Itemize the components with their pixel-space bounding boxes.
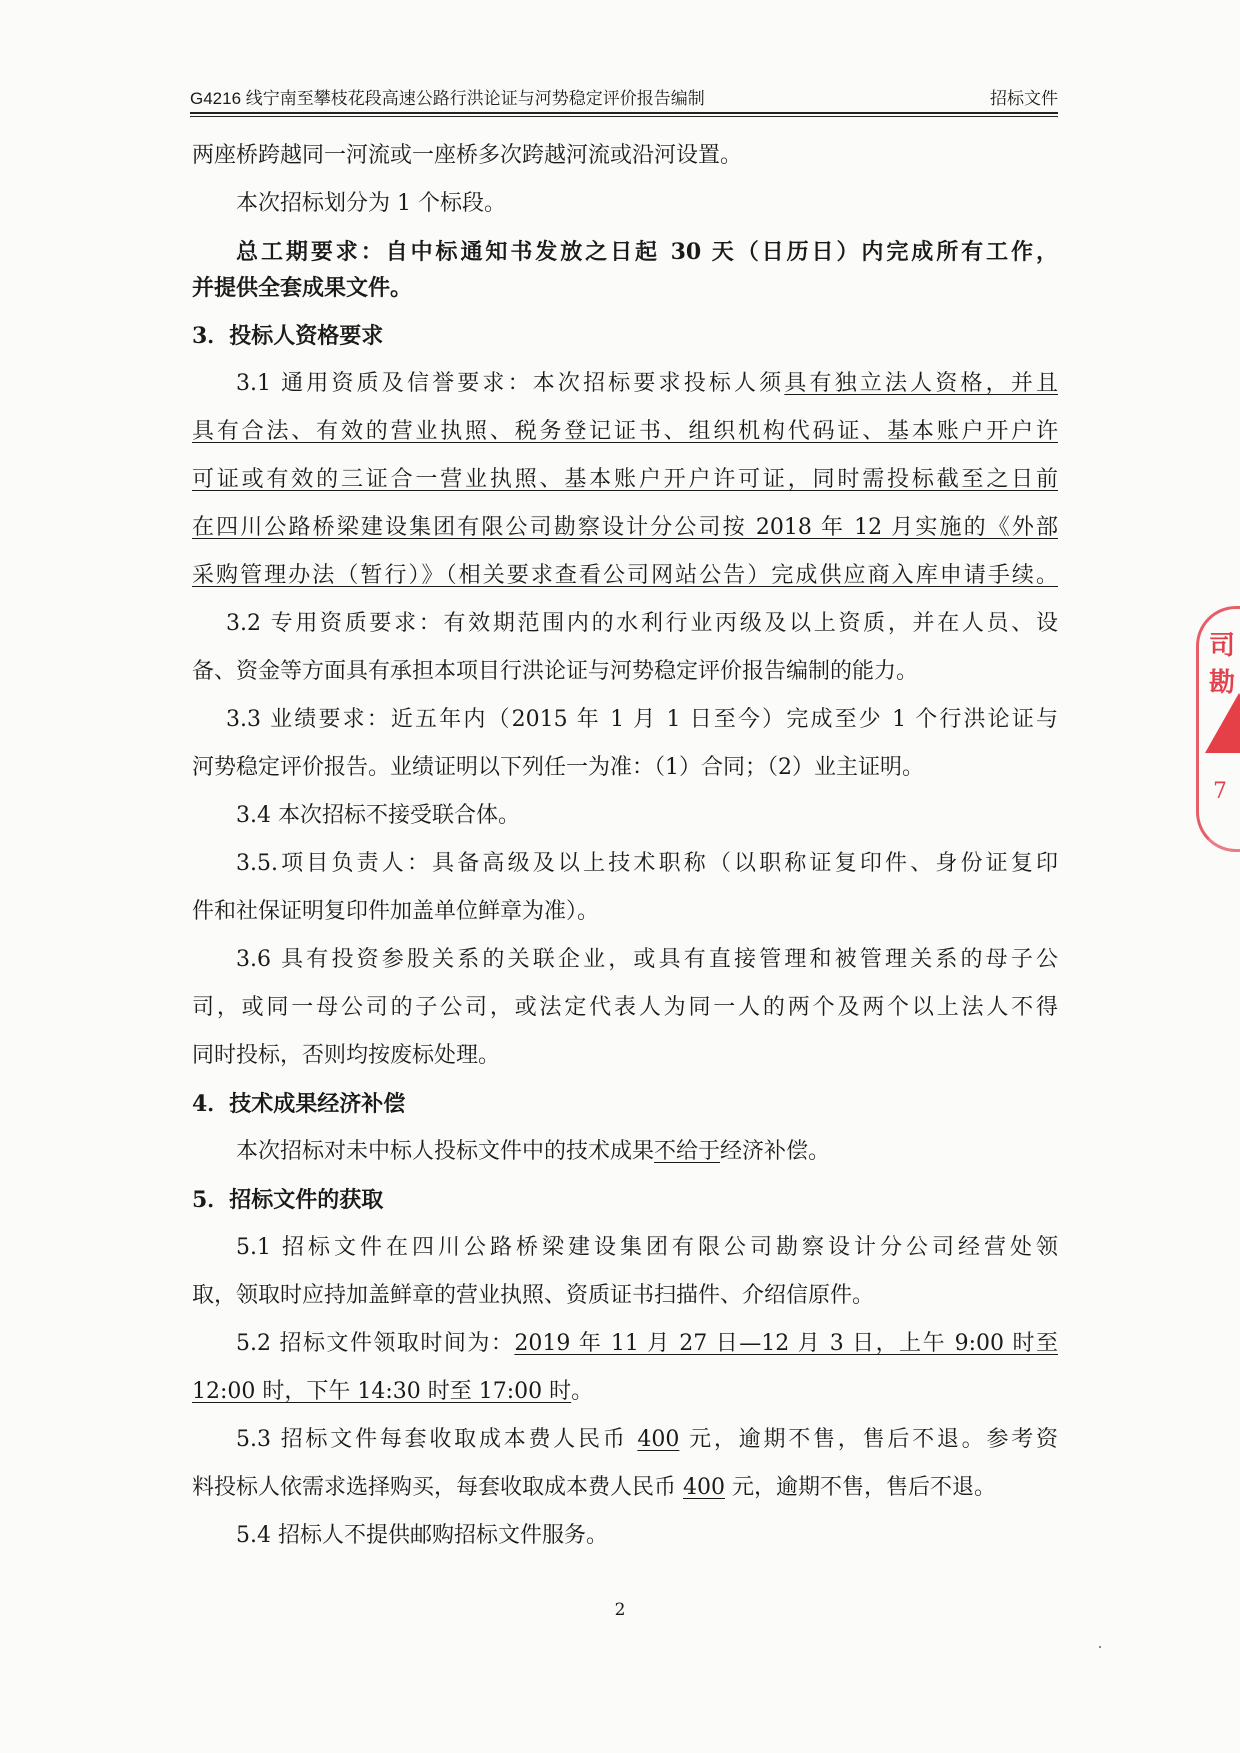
seal-text: 司勘 bbox=[1209, 631, 1234, 698]
clause-5-3-text-2: 料投标人依需求选择购买，每套收取成本费人民币 bbox=[192, 1475, 683, 1500]
paragraph-compensation bbox=[192, 1136, 1058, 1168]
clause-3-1-line4: 在四川公路桥梁建设集团有限公司勘察设计分公司按 2018 年 12 月实施的《外部 bbox=[192, 515, 1058, 540]
header-title: G4216 线宁南至攀枝花段高速公路行洪论证与河势稳定评价报告编制 bbox=[190, 89, 705, 108]
clause-5-2-tail: 。 bbox=[571, 1379, 594, 1404]
clause-3-4: 3.4 本次招标不接受联合体。 bbox=[236, 803, 520, 828]
scan-speck bbox=[1099, 1646, 1101, 1648]
section-heading-3: 3．投标人资格要求 bbox=[192, 323, 384, 349]
clause-3-1-line2: 具有合法、有效的营业执照、税务登记证书、组织机构代码证、基本账户开户许 bbox=[192, 419, 1058, 444]
clause-3-3-line2: 河势稳定评价报告。业绩证明以下列任一为准：（1）合同；（2）业主证明。 bbox=[192, 755, 924, 780]
clause-5-2-line1 bbox=[192, 1328, 1058, 1360]
clause-3-1-underlined: 具有独立法人资格，并且 bbox=[784, 371, 1058, 396]
clause-5-3-line1 bbox=[192, 1424, 1058, 1456]
paragraph-period-line2: 并提供全套成果文件。 bbox=[192, 275, 413, 301]
clause-5-4: 5.4 招标人不提供邮购招标文件服务。 bbox=[236, 1523, 608, 1548]
section-heading-5: 5．招标文件的获取 bbox=[192, 1187, 384, 1213]
clause-5-3-tail: 元，逾期不售，售后不退。参考资 bbox=[679, 1427, 1058, 1452]
seal-star-icon bbox=[1205, 693, 1240, 753]
clause-3-2-line2: 备、资金等方面具有承担本项目行洪论证与河势稳定评价报告编制的能力。 bbox=[192, 659, 919, 684]
fee-amount: 400 bbox=[637, 1427, 680, 1452]
compensation-tail: 经济补偿。 bbox=[720, 1139, 831, 1164]
clause-3-5-line2: 件和社保证明复印件加盖单位鲜章为准）。 bbox=[192, 899, 600, 924]
paragraph-sections: 本次招标划分为 1 个标段。 bbox=[236, 191, 506, 216]
header-rule bbox=[190, 112, 1058, 114]
header-rule-thin bbox=[190, 116, 1058, 117]
clause-3-1-line5: 采购管理办法（暂行）》（相关要求查看公司网站公告）完成供应商入库申请手续。 bbox=[192, 563, 1058, 588]
compensation-text: 本次招标对未中标人投标文件中的技术成果 bbox=[236, 1139, 655, 1164]
fee-amount-2: 400 bbox=[683, 1475, 725, 1500]
clause-3-2-line1: 3.2 专用资质要求：有效期范围内的水利行业丙级及以上资质，并在人员、设 bbox=[226, 611, 1058, 636]
clause-3-6-line1: 3.6 具有投资参股关系的关联企业，或具有直接管理和被管理关系的母子公 bbox=[236, 947, 1058, 972]
page-number: 2 bbox=[614, 1600, 626, 1620]
clause-5-2-underlined-2: 12:00 时，下午 14:30 时至 17:00 时 bbox=[192, 1379, 572, 1404]
header-doc-type: 招标文件 bbox=[990, 89, 1058, 108]
clause-3-5-line1: 3.5.项目负责人：具备高级及以上技术职称（以职称证复印件、身份证复印 bbox=[236, 851, 1058, 876]
clause-5-2-underlined: 2019 年 11 月 27 日—12 月 3 日，上午 9:00 时至 bbox=[514, 1331, 1058, 1356]
paragraph-continuation: 两座桥跨越同一河流或一座桥多次跨越河流或沿河设置。 bbox=[192, 143, 743, 168]
clause-3-1-text: 3.1 通用资质及信誉要求：本次招标要求投标人须 bbox=[236, 371, 785, 396]
compensation-underlined: 不给于 bbox=[654, 1139, 721, 1164]
clause-3-1-line1 bbox=[192, 368, 1058, 400]
page-header bbox=[190, 84, 1058, 112]
seal-mark: 7 bbox=[1213, 779, 1227, 804]
clause-5-2-line2 bbox=[192, 1376, 1058, 1408]
clause-3-3-line1: 3.3 业绩要求：近五年内（2015 年 1 月 1 日至今）完成至少 1 个行洪论证与 bbox=[226, 707, 1058, 732]
clause-5-1-line1: 5.1 招标文件在四川公路桥梁建设集团有限公司勘察设计分公司经营处领 bbox=[236, 1235, 1058, 1260]
company-seal-stamp bbox=[1196, 606, 1240, 852]
clause-3-6-line3: 同时投标，否则均按废标处理。 bbox=[192, 1043, 501, 1068]
clause-5-3-line2 bbox=[192, 1472, 1058, 1504]
clause-5-1-line2: 取，领取时应持加盖鲜章的营业执照、资质证书扫描件、介绍信原件。 bbox=[192, 1283, 875, 1308]
paragraph-period-line1: 总工期要求：自中标通知书发放之日起 30 天（日历日）内完成所有工作， bbox=[236, 239, 1058, 265]
clause-5-2-text: 5.2 招标文件领取时间为： bbox=[236, 1331, 515, 1356]
clause-5-3-text: 5.3 招标文件每套收取成本费人民币 bbox=[236, 1427, 638, 1452]
clause-5-3-tail-2: 元，逾期不售，售后不退。 bbox=[725, 1475, 996, 1500]
section-heading-4: 4．技术成果经济补偿 bbox=[192, 1091, 406, 1117]
clause-3-1-line3: 可证或有效的三证合一营业执照、基本账户开户许可证，同时需投标截至之日前 bbox=[192, 467, 1058, 492]
clause-3-6-line2: 司，或同一母公司的子公司，或法定代表人为同一人的两个及两个以上法人不得 bbox=[192, 995, 1058, 1020]
